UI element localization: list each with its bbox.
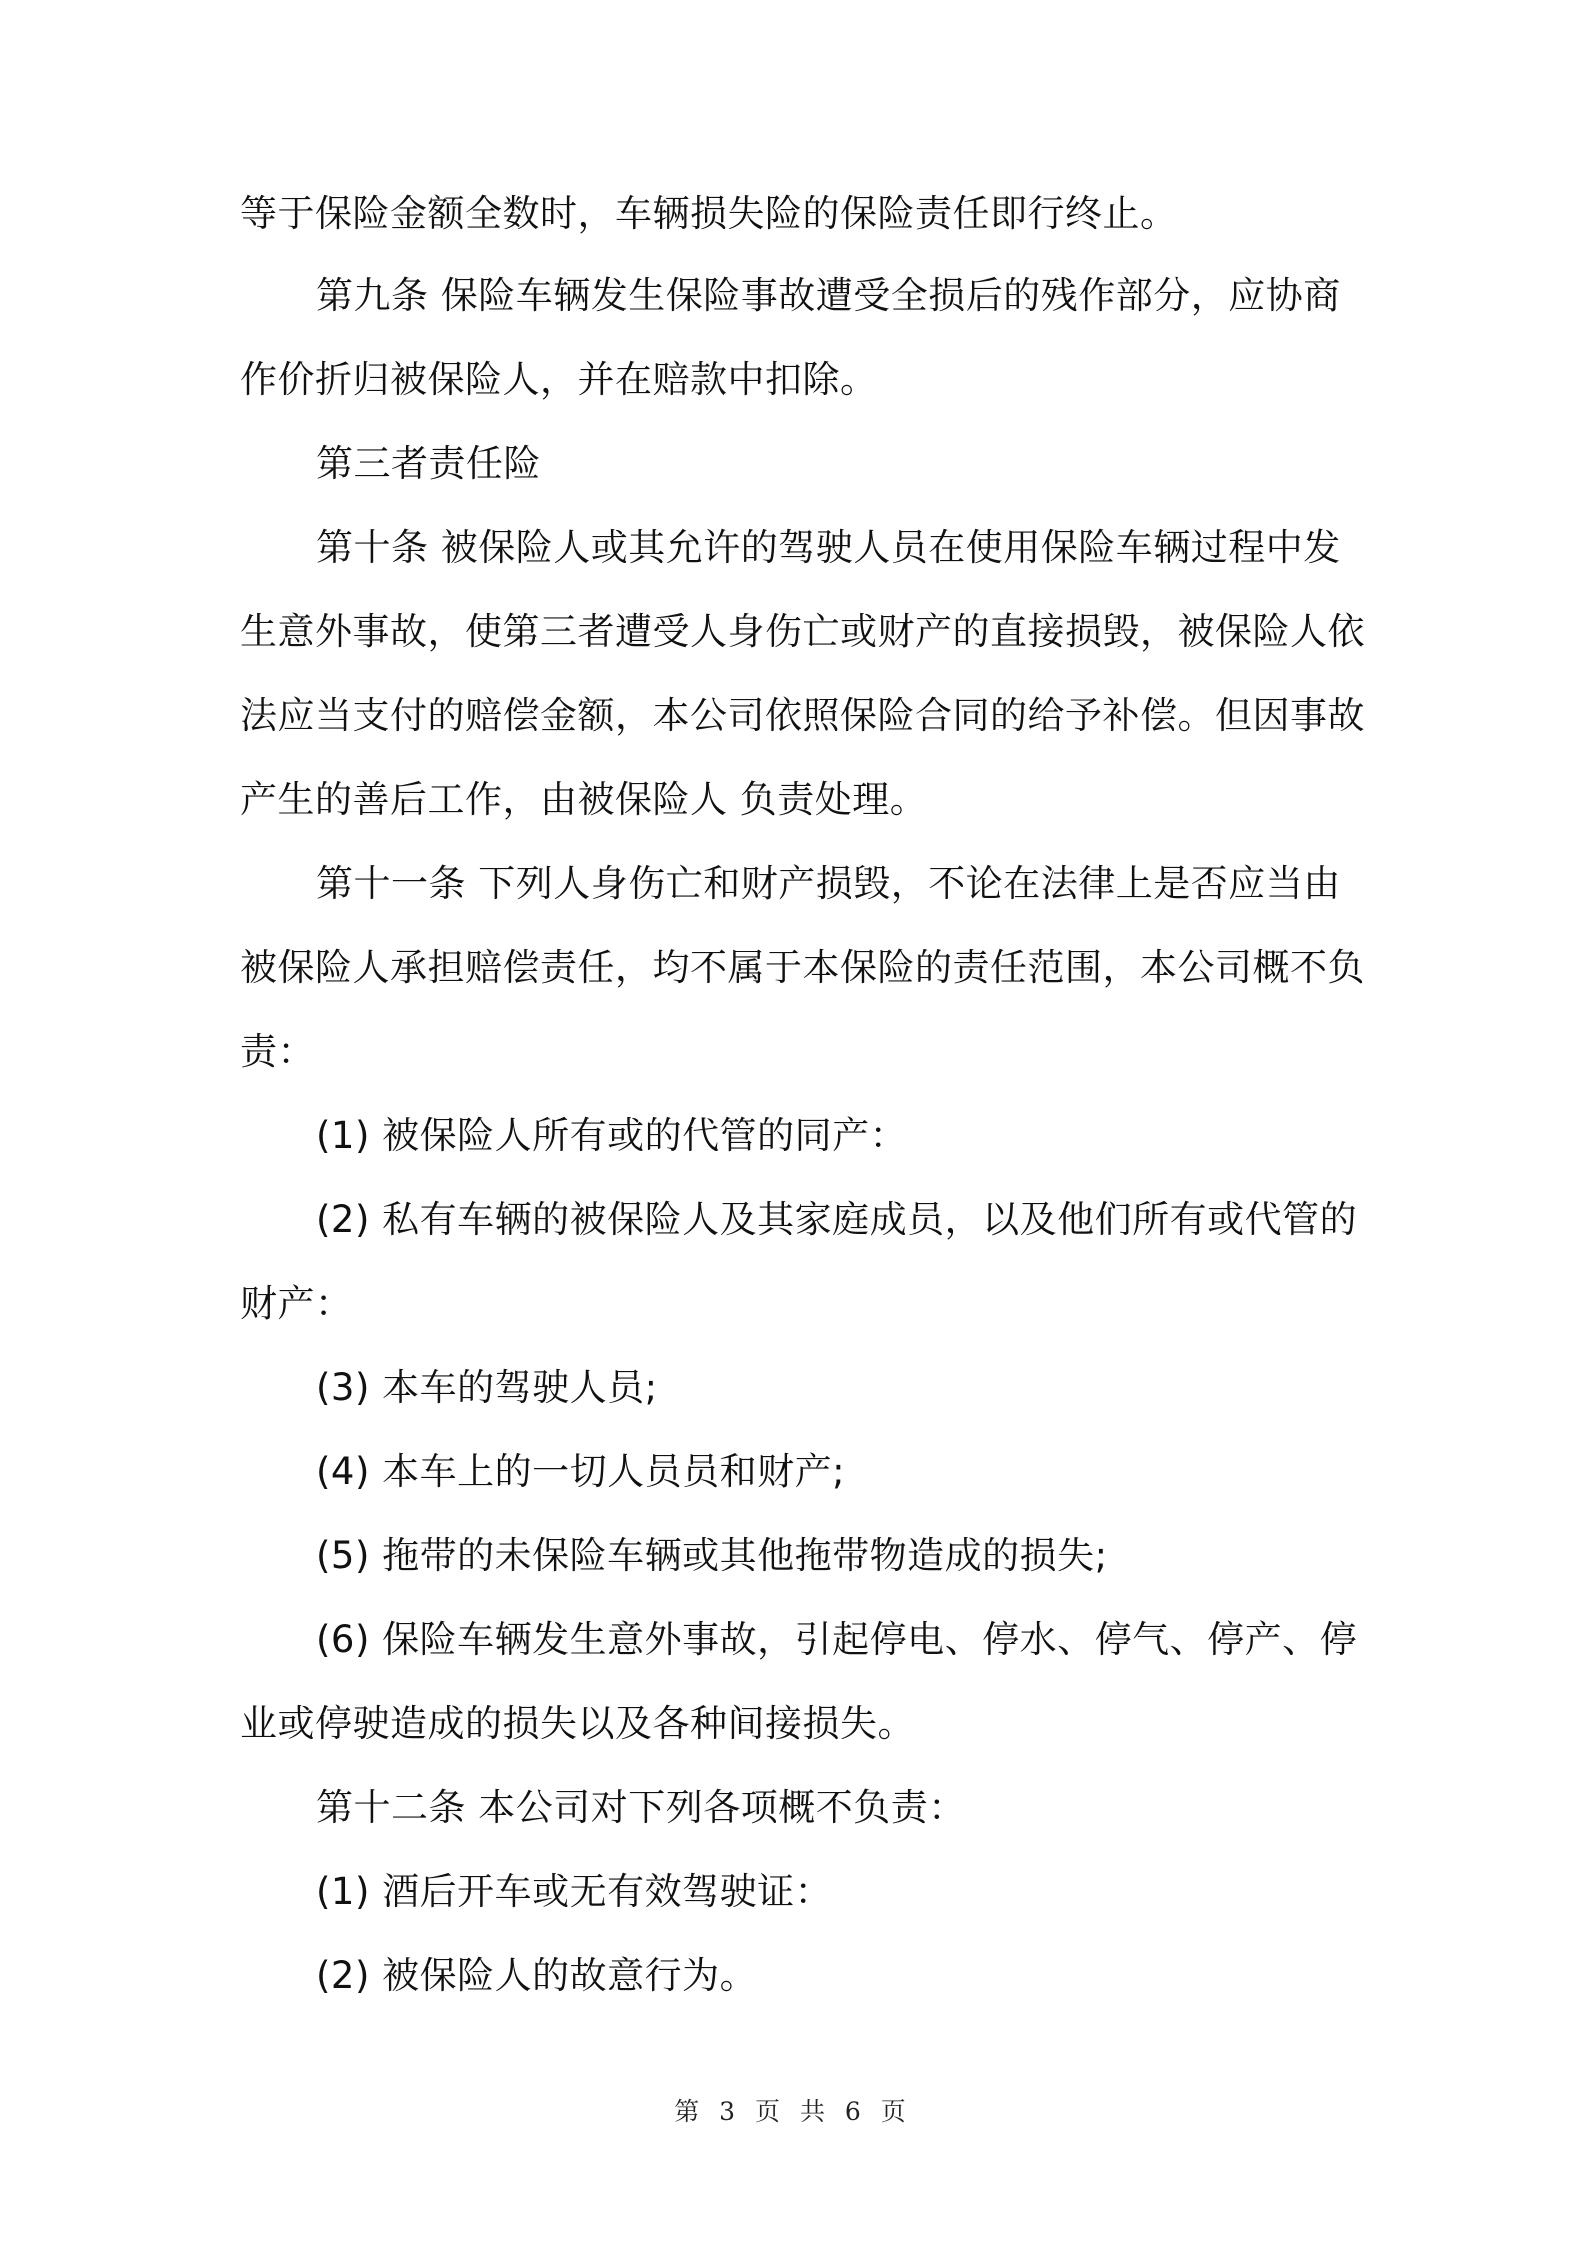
- text-line: 第十一条 下列人身伤亡和财产损毁，不论在法律上是否应当由: [316, 862, 1341, 905]
- text-line: 第十二条 本公司对下列各项概不负责：: [316, 1786, 966, 1829]
- list-item: (2) 被保险人的故意行为。: [316, 1954, 758, 1997]
- list-item: (5) 拖带的未保险车辆或其他拖带物造成的损失;: [316, 1534, 1108, 1577]
- list-item: (2) 私有车辆的被保险人及其家庭成员，以及他们所有或代管的: [316, 1198, 1358, 1241]
- text-line: 业或停驶造成的损失以及各种间接损失。: [240, 1702, 915, 1745]
- list-item: (1) 被保险人所有或的代管的同产：: [316, 1114, 908, 1157]
- list-item: (1) 酒后开车或无有效驾驶证：: [316, 1870, 833, 1913]
- list-item: (6) 保险车辆发生意外事故，引起停电、停水、停气、停产、停: [316, 1618, 1358, 1661]
- text-line: 第九条 保险车辆发生保险事故遭受全损后的残作部分，应协商: [316, 274, 1341, 317]
- list-item: (4) 本车上的一切人员员和财产;: [316, 1450, 846, 1493]
- text-line: 第十条 被保险人或其允许的驾驶人员在使用保险车辆过程中发: [316, 526, 1341, 569]
- text-line: 被保险人承担赔偿责任，均不属于本保险的责任范围，本公司概不负: [240, 946, 1365, 989]
- text-line: 生意外事故，使第三者遭受人身伤亡或财产的直接损毁，被保险人依: [240, 610, 1365, 653]
- text-line: 等于保险金额全数时，车辆损失险的保险责任即行终止。: [240, 192, 1178, 235]
- text-line: 产生的善后工作，由被保险人 负责处理。: [240, 778, 928, 821]
- text-line: 责：: [240, 1030, 315, 1073]
- text-line: 财产：: [240, 1282, 353, 1325]
- section-heading: 第三者责任险: [316, 442, 541, 485]
- text-line: 法应当支付的赔偿金额，本公司依照保险合同的给予补偿。但因事故: [240, 694, 1365, 737]
- list-item: (3) 本车的驾驶人员;: [316, 1366, 658, 1409]
- text-line: 作价折归被保险人，并在赔款中扣除。: [240, 358, 878, 401]
- page-footer: 第 3 页 共 6 页: [674, 2097, 912, 2126]
